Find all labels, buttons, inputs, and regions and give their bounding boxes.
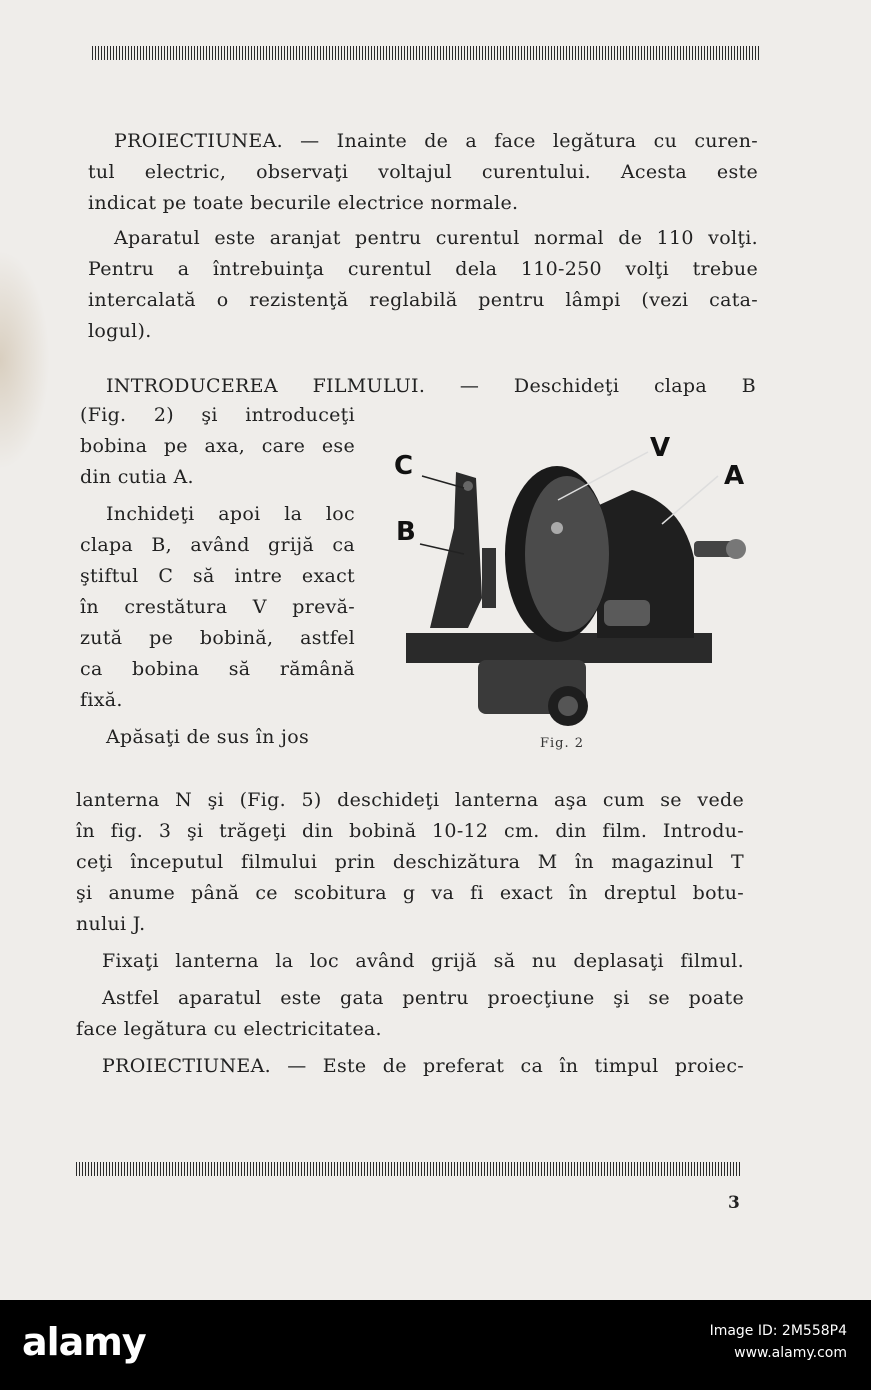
- site-url-text: www.alamy.com: [734, 1345, 847, 1361]
- text-line: lanterna N şi (Fig. 5) deschideţi lanterna aşa cum se vede: [76, 789, 744, 811]
- intro-heading-line: [80, 371, 756, 402]
- text-line: indicat pe toate becurile electrice normale.: [88, 192, 519, 214]
- text-line: PROIECTIUNEA. — Este de preferat ca în timpul proiec-: [102, 1055, 744, 1077]
- text-line: tul electric, observaţi voltajul curentului. Acesta este: [88, 161, 758, 183]
- figure-caption: Fig. 2: [540, 736, 585, 751]
- bottom-ornamental-rule: [76, 1162, 742, 1176]
- text-line: logul).: [88, 320, 152, 342]
- text-line: Pentru a întrebuinţa curentul dela 110-250 volţi trebue: [88, 258, 758, 280]
- label-b: B: [396, 517, 416, 547]
- label-a: A: [724, 461, 745, 491]
- text-line: face legătura cu electricitatea.: [76, 1018, 382, 1040]
- paragraph-block-lantern: [76, 785, 744, 1082]
- text-line: clapa B, având grijă ca: [80, 534, 355, 556]
- alamy-logo: alamy: [22, 1320, 146, 1364]
- text-line: ceţi începutul filmului prin deschizătura M în magazinul T: [76, 851, 744, 873]
- flap-b: [430, 472, 482, 628]
- label-c: C: [394, 451, 414, 481]
- text-line: nului J.: [76, 913, 146, 935]
- text-line: Aparatul este aranjat pentru curentul normal de 110 volţi.: [114, 227, 758, 249]
- watermark-footer: [0, 1300, 871, 1390]
- label-v: V: [650, 433, 671, 463]
- page-number: 3: [728, 1193, 740, 1213]
- text-line: ca bobina să rămână: [80, 658, 355, 680]
- projector-drawing: [382, 428, 762, 758]
- text-line: zută pe bobină, astfel: [80, 627, 355, 649]
- text-line: din cutia A.: [80, 466, 194, 488]
- text-line: în crestătura V prevă-: [80, 596, 355, 618]
- text-line: (Fig. 2) şi introduceţi: [80, 404, 355, 426]
- top-ornamental-rule: [92, 46, 760, 60]
- text-line: în fig. 3 şi trăgeţi din bobină 10-12 cm. din film. Introdu-: [76, 820, 744, 842]
- text-line: Fixaţi lanterna la loc având grijă să nu deplasaţi filmul.: [102, 950, 744, 972]
- text-line: intercalată o rezistenţă reglabilă pentru lâmpi (vezi cata-: [88, 289, 758, 311]
- text-line: şi anume până ce scobitura g va fi exact în dreptul botu-: [76, 882, 744, 904]
- text-line: bobina pe axa, care ese: [80, 435, 355, 457]
- paragraph-block-projection: [88, 126, 758, 347]
- text-line: INTRODUCEREA FILMULUI. — Deschideţi clapa B: [106, 375, 756, 397]
- text-line: Inchideţi apoi la loc: [106, 503, 355, 525]
- text-line: PROIECTIUNEA. — Inainte de a face legătura cu curen-: [114, 130, 758, 152]
- paragraph-block-film-column: [80, 400, 355, 753]
- figure-projector-illustration: [382, 428, 762, 758]
- text-line: Astfel aparatul este gata pentru proecţiune şi se poate: [102, 987, 744, 1009]
- text-line: ştiftul C să intre exact: [80, 565, 355, 587]
- page-stain: [0, 250, 50, 470]
- text-line: fixă.: [80, 689, 123, 711]
- roller: [604, 600, 650, 626]
- image-id-text: Image ID: 2M558P4: [709, 1323, 847, 1339]
- stock-info: [710, 1320, 847, 1364]
- text-line: Apăsaţi de sus în jos: [106, 726, 309, 748]
- pin-c: [463, 481, 473, 491]
